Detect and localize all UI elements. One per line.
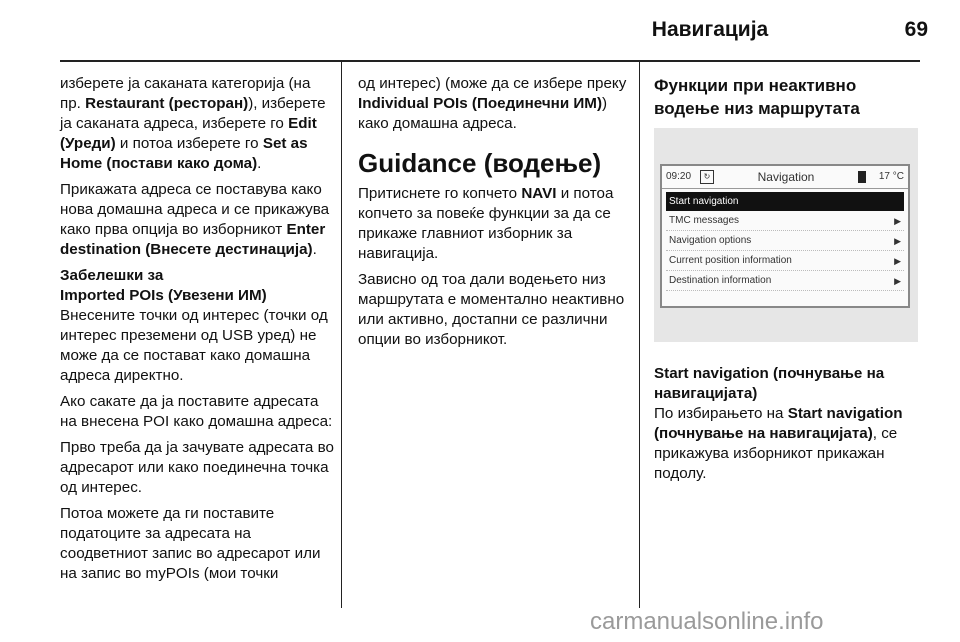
- page-header-title: Навигација: [651, 18, 769, 41]
- menu-term: Enter destination (Внесете дестинација): [60, 221, 326, 258]
- note-heading: Забелешки за Imported POIs (Увезени ИМ): [60, 267, 267, 304]
- column-middle: [358, 74, 628, 356]
- watermark: carmanualsonline.info: [590, 608, 824, 635]
- section-heading: Guidance (водење): [358, 148, 602, 178]
- screen-menu-list: [662, 189, 908, 291]
- screen-menu-item-destination-info[interactable]: Destination information ▶: [666, 271, 904, 291]
- button-term: NAVI: [521, 185, 557, 202]
- menu-term: Restaurant (ресторан): [85, 95, 249, 112]
- menu-term: Individual POIs (Поединечни ИМ): [358, 95, 603, 112]
- column-right: [654, 74, 922, 490]
- paragraph: Внесените точки од интерес (точки од интерес преземени од USB уред) не може да се постават како домашна адреса директно.: [60, 307, 328, 384]
- navigation-screen-figure: [654, 128, 918, 342]
- screen-menu-item-tmc-messages[interactable]: TMC messages ▶: [666, 211, 904, 231]
- screen-status-bar: [662, 166, 908, 189]
- paragraph: По избирањето на Start navigation (почнување на навигацијата), се прикажува изборникот прикажан подолу.: [654, 405, 903, 482]
- paragraph: Потоа можете да ги поставите податоците за адресата на соодветниот запис во адресарот или на запис во myPOIs (мои точки: [60, 505, 321, 582]
- subsection-heading: Start navigation (почнување на навигацијата): [654, 365, 885, 402]
- chevron-right-icon: ▶: [894, 275, 901, 286]
- column-left: [60, 74, 335, 590]
- screen-temperature: 17 °C: [878, 171, 904, 182]
- screen-title: Navigation: [757, 170, 815, 184]
- column-divider: [341, 60, 342, 608]
- header-rule: [60, 60, 920, 62]
- paragraph: Прво треба да ја зачувате адресата во адресарот или како поединечна точка од интерес.: [60, 439, 334, 496]
- page-number: 69: [904, 18, 928, 41]
- paragraph: Прикажата адреса се поставува како нова домашна адреса и се прикажува како прва опција во изборникот Enter destination (Внесете дестинација).: [60, 181, 330, 258]
- chevron-right-icon: ▶: [894, 255, 901, 266]
- chevron-right-icon: ▶: [894, 215, 901, 226]
- screen-menu-item-start-navigation[interactable]: Start navigation: [666, 192, 904, 211]
- paragraph: од интерес) (може да се избере преку Individual POIs (Поединечни ИМ)) како домашна адреса.: [358, 75, 627, 132]
- menu-term: Set as Home (постави како дома): [60, 135, 308, 172]
- screen-menu-item-current-position[interactable]: Current position information ▶: [666, 251, 904, 271]
- screen-clock: 09:20: [666, 171, 692, 182]
- menu-term: Edit (Уреди): [60, 115, 317, 152]
- paragraph: Ако сакате да ја поставите адресата на внесена POI како домашна адреса:: [60, 393, 333, 430]
- navigation-screen: [660, 164, 910, 308]
- menu-term: Start navigation (почнување на навигацијата): [654, 405, 903, 442]
- paragraph: Зависно од тоа дали водењето низ маршрутата е моментално неактивно или активно, достапни се различни опции во изборникот.: [358, 271, 625, 348]
- paragraph: изберете ја саканата категорија (на пр. Restaurant (ресторан)), изберете ја саканата адреса, изберете го Edit (Уреди) и потоа изберете го Set as Home (постави како дома).: [60, 75, 326, 172]
- navigation-status-icon: ↻: [700, 170, 714, 184]
- phone-icon: [858, 171, 866, 183]
- chevron-right-icon: ▶: [894, 235, 901, 246]
- paragraph: Притиснете го копчето NAVI и потоа копчето за повеќе функции за да се прикаже главниот изборник за навигација.: [358, 185, 614, 262]
- column-divider: [639, 60, 640, 608]
- subsection-heading: Функции при неактивно водење низ маршрутата: [654, 76, 860, 118]
- screen-menu-item-navigation-options[interactable]: Navigation options ▶: [666, 231, 904, 251]
